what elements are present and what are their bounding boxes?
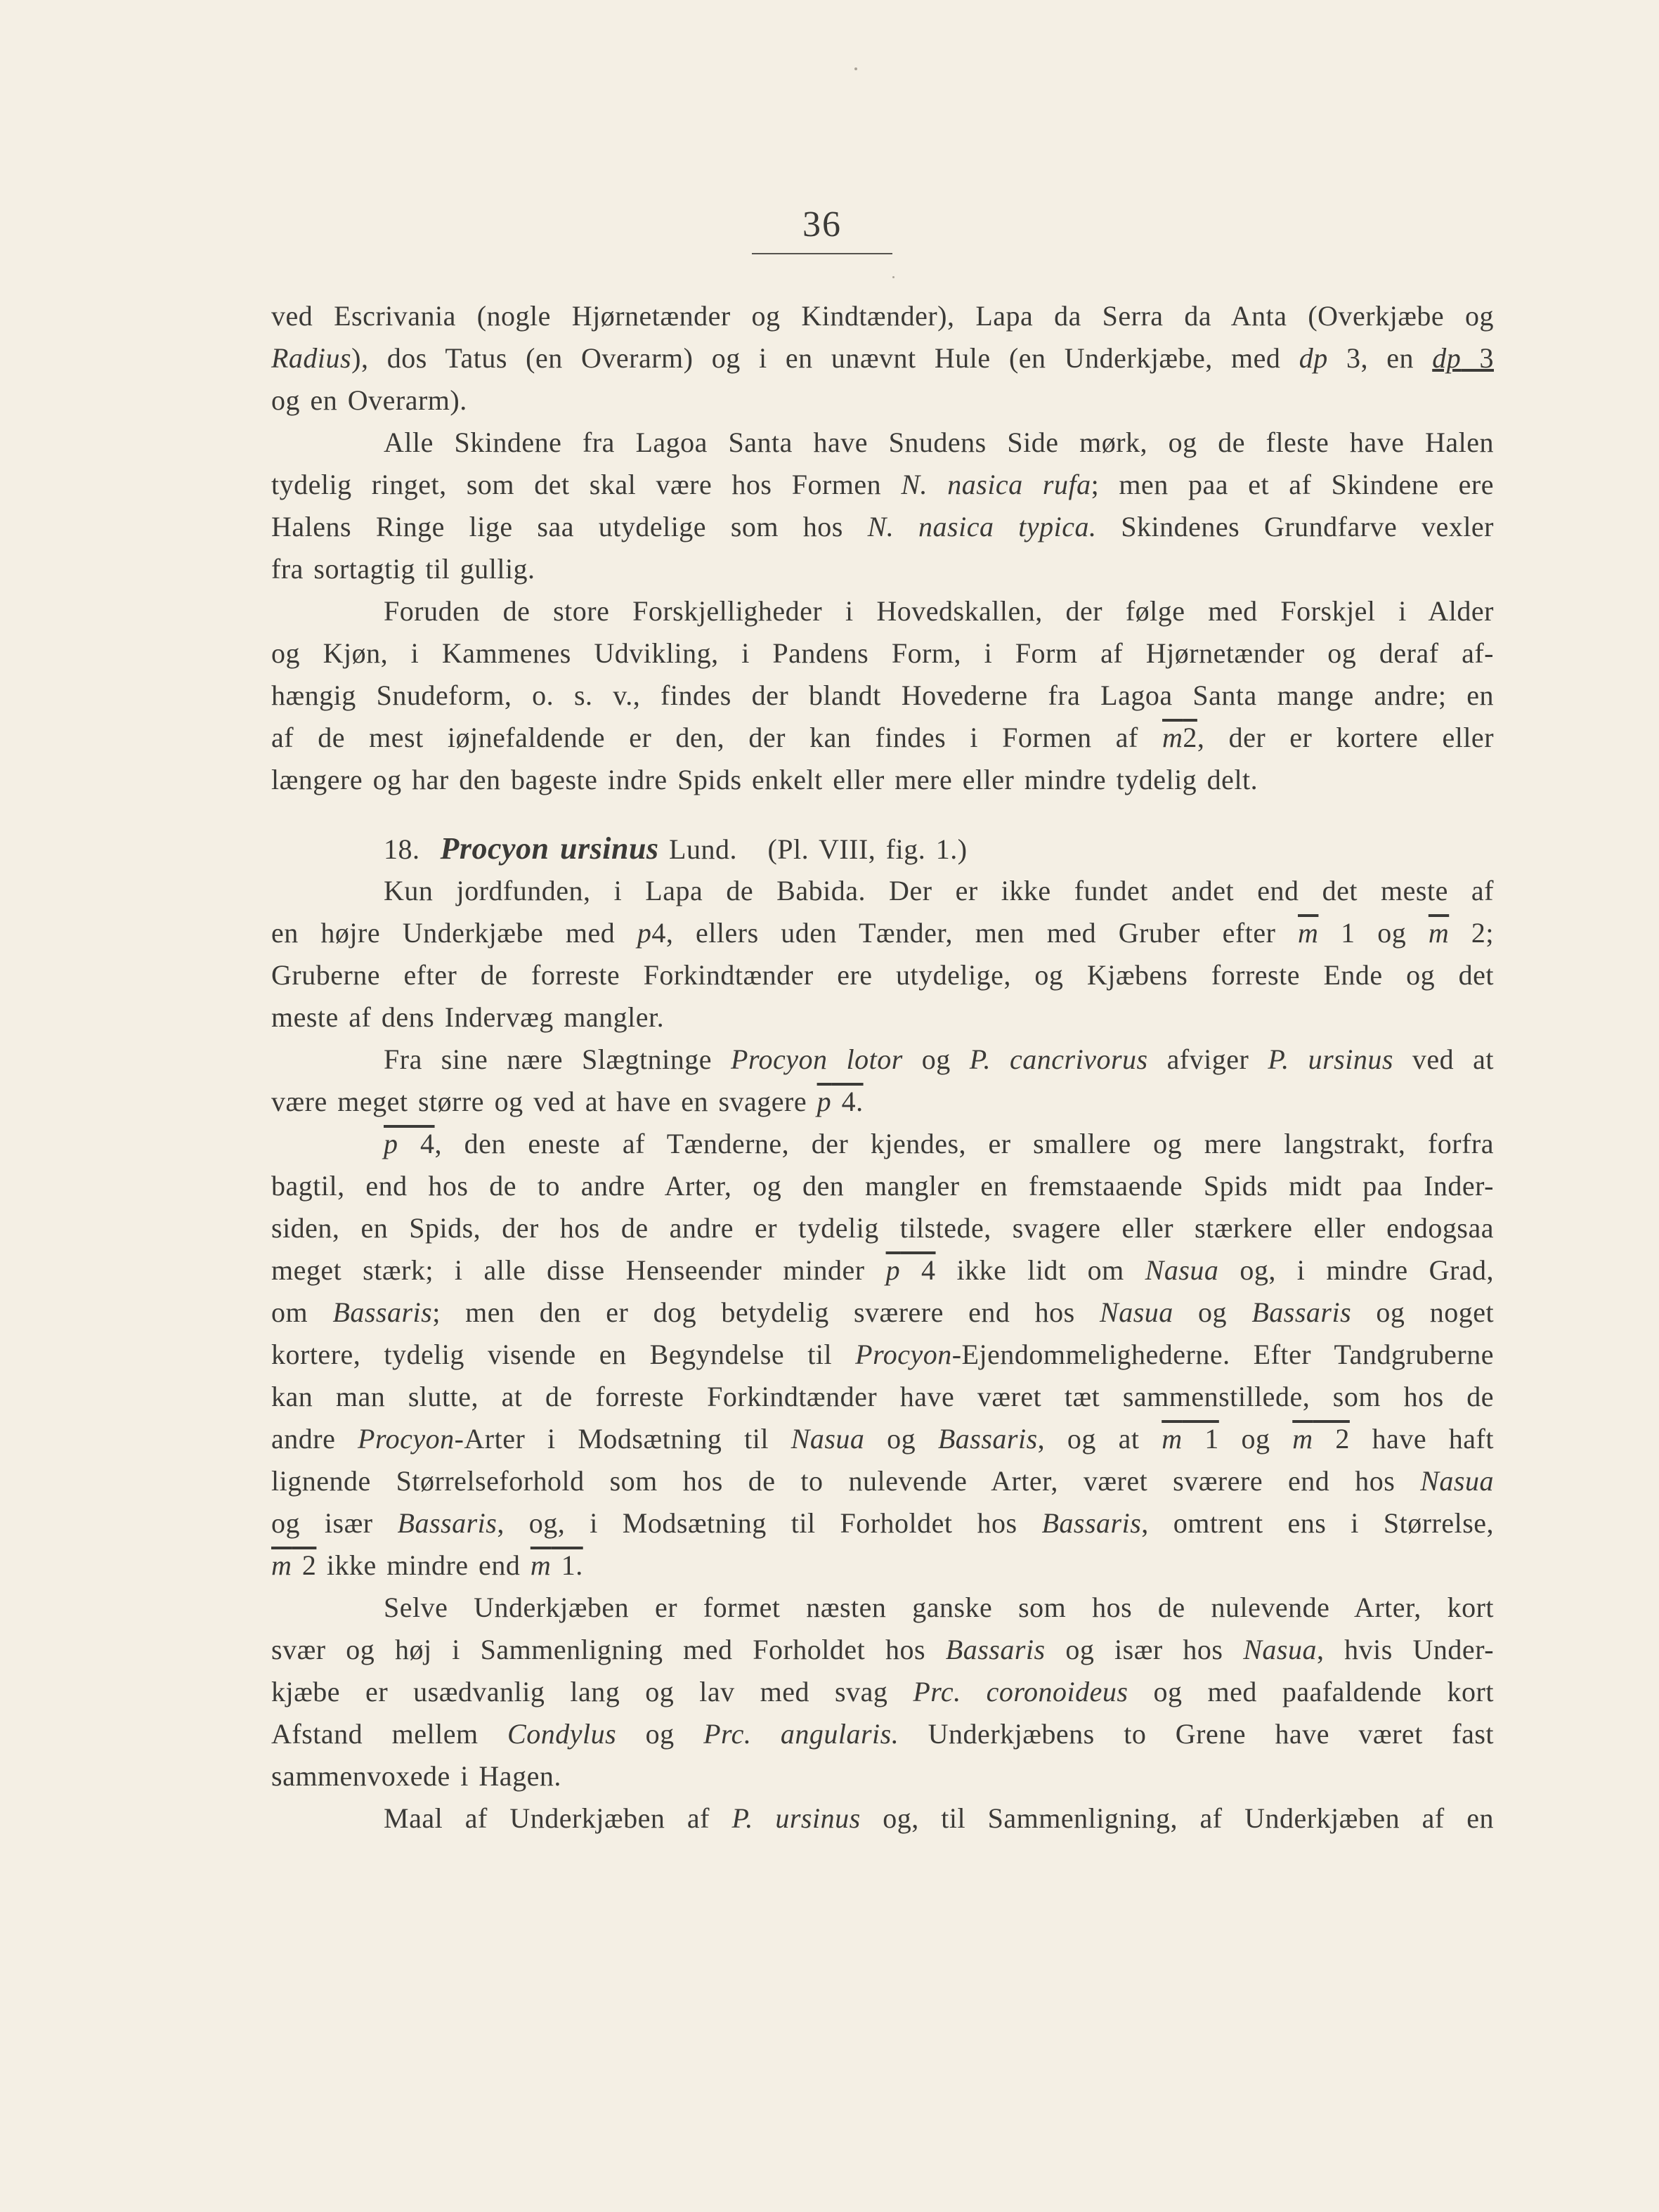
text-line: sammenvoxede i Hagen. — [271, 1760, 561, 1792]
text-line: kortere, tydelig visende en Begyndelse til Procyon-Ejendommelighederne. Efter Tandgruberne — [271, 1339, 1495, 1370]
text-line: svær og høj i Sammenligning med Forholdet hos Bassaris og især hos Nasua, hvis Under- — [271, 1634, 1495, 1665]
text-line: siden, en Spids, der hos de andre er tydelig tilstede, svagere eller stærkere eller endogsaa — [271, 1212, 1494, 1244]
text-line: Foruden de store Forskjelligheder i Hovedskallen, der følge med Forskjel i Alder — [384, 595, 1494, 627]
text-line: Radius), dos Tatus (en Overarm) og i en unævnt Hule (en Underkjæbe, med dp 3, en dp 3 — [271, 342, 1494, 374]
text-line: Fra sine nære Slægtninge Procyon lotor og P. cancrivorus afviger P. ursinus ved at — [384, 1043, 1494, 1075]
text-line: kan man slutte, at de forreste Forkindtænder have været tæt sammenstillede, som hos de — [271, 1381, 1494, 1412]
paper-speck — [854, 67, 857, 70]
species-name: Procyon ursinus — [440, 831, 659, 866]
page-number: 36 — [802, 204, 842, 245]
text-line: og især Bassaris, og, i Modsætning til Forholdet hos Bassaris, omtrent ens i Størrelse, — [271, 1507, 1495, 1539]
text-line: længere og har den bageste indre Spids enkelt eller mere eller mindre tydelig delt. — [271, 764, 1258, 795]
text-line: meste af dens Indervæg mangler. — [271, 1001, 665, 1033]
text-line: hængig Snudeform, o. s. v., findes der blandt Hovederne fra Lagoa Santa mange andre; en — [271, 679, 1494, 711]
text-line: meget stærk; i alle disse Henseender minder p 4 ikke lidt om Nasua og, i mindre Grad, — [271, 1254, 1495, 1286]
text-line: og en Overarm). — [271, 384, 467, 416]
text-line: være meget større og ved at have en svagere p 4. — [271, 1086, 864, 1117]
text-line: tydelig ringet, som det skal være hos Formen N. nasica rufa; men paa et af Skindene ere — [271, 469, 1495, 500]
text-line: fra sortagtig til gullig. — [271, 553, 535, 585]
text-line: om Bassaris; men den er dog betydelig sværere end hos Nasua og Bassaris og noget — [271, 1296, 1495, 1328]
text-line: bagtil, end hos de to andre Arter, og den mangler en fremstaaende Spids midt paa Inder- — [271, 1170, 1494, 1202]
body-text — [271, 295, 1494, 1840]
section-gap — [271, 801, 1494, 828]
text-line: Kun jordfunden, i Lapa de Babida. Der er ikke fundet andet end det meste af — [384, 875, 1494, 906]
text-line: af de mest iøjnefaldende er den, der kan findes i Formen af m2, der er kortere eller — [271, 722, 1495, 753]
text-line: lignende Størrelseforhold som hos de to nulevende Arter, været sværere end hos Nasua — [271, 1465, 1494, 1497]
text-line: Selve Underkjæben er formet næsten ganske som hos de nulevende Arter, kort — [384, 1592, 1494, 1623]
paper-speck — [892, 276, 894, 278]
text-line: Afstand mellem Condylus og Prc. angularis. Underkjæbens to Grene have været fast — [271, 1718, 1495, 1750]
text-line: m 2 ikke mindre end m 1. — [271, 1549, 583, 1581]
text-line: Halens Ringe lige saa utydelige som hos N. nasica typica. Skindenes Grundfarve vexler — [271, 511, 1495, 542]
text-line: Gruberne efter de forreste Forkindtænder ere utydelige, og Kjæbens forreste Ende og det — [271, 959, 1494, 991]
text-line: andre Procyon-Arter i Modsætning til Nasua og Bassaris, og at m 1 og m 2 have haft — [271, 1423, 1494, 1455]
text-line: p 4, den eneste af Tænderne, der kjendes, er smallere og mere langstrakt, forfra — [384, 1128, 1495, 1159]
text-line: Maal af Underkjæben af P. ursinus og, til Sammenligning, af Underkjæben af en — [384, 1802, 1495, 1834]
text-line: Alle Skindene fra Lagoa Santa have Snudens Side mørk, og de fleste have Halen — [384, 427, 1494, 458]
text-line: og Kjøn, i Kammenes Udvikling, i Pandens Form, i Form af Hjørnetænder og deraf af- — [271, 637, 1494, 669]
text-line: kjæbe er usædvanlig lang og lav med svag Prc. coronoideus og med paafaldende kort — [271, 1676, 1494, 1707]
text-line: en højre Underkjæbe med p4, ellers uden Tænder, men med Gruber efter $\overline{m}$ 1 og $\overline{m}$ 2; — [271, 917, 1494, 949]
page-number-rule — [752, 253, 892, 254]
species-heading: 18. Procyon ursinus Lund. (Pl. VIII, fig. 1.) — [384, 831, 968, 866]
text-line: ved Escrivania (nogle Hjørnetænder og Kindtænder), Lapa da Serra da Anta (Overkjæbe og — [271, 300, 1494, 332]
